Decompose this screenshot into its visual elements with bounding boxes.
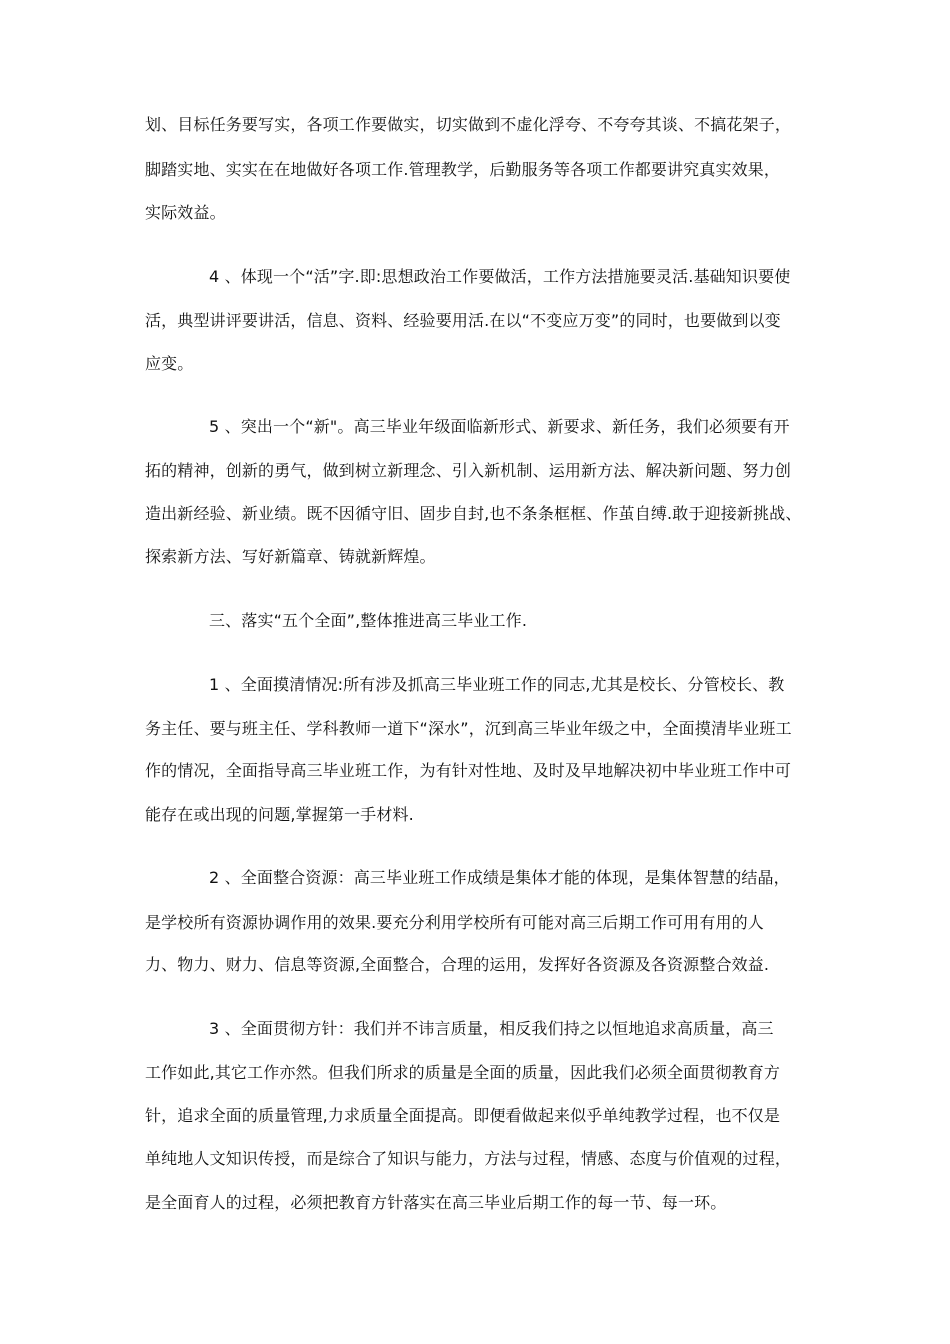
- text-line: 应变。: [145, 354, 194, 373]
- text-line: 能存在或出现的问题,掌握第一手材料.: [145, 805, 414, 824]
- text-line: 实际效益。: [145, 203, 226, 222]
- paragraph-5-heading-line: 5 、突出一个“新"。高三毕业年级面临新形式、新要求、新任务，我们必须要有开: [209, 417, 790, 436]
- text-line: 拓的精神，创新的勇气，做到树立新理念、引入新机制、运用新方法、解决新问题、努力创: [145, 461, 792, 480]
- text-line: 是全面育人的过程，必须把教育方针落实在高三毕业后期工作的每一节、每一环。: [145, 1193, 727, 1212]
- text-line: 造出新经验、新业绩。既不因循守旧、固步自封,也不条条框框、作茧自缚.敢于迎接新挑战、: [145, 504, 802, 523]
- text-line: 是学校所有资源协调作用的效果.要充分利用学校所有可能对高三后期工作可用有用的人: [145, 913, 764, 932]
- text-line: 活，典型讲评要讲活，信息、资料、经验要用活.在以“不变应万变”的同时，也要做到以变: [145, 311, 781, 330]
- text-line: 划、目标任务要写实，各项工作要做实，切实做到不虚化浮夸、不夸夸其谈、不搞花架子，: [145, 115, 792, 134]
- text-line: 力、物力、财力、信息等资源,全面整合，合理的运用，发挥好各资源及各资源整合效益.: [145, 955, 770, 974]
- text-line: 工作如此,其它工作亦然。但我们所求的质量是全面的质量，因此我们必须全面贯彻教育方: [145, 1063, 781, 1082]
- item-2-heading-line: 2 、全面整合资源：高三毕业班工作成绩是集体才能的体现，是集体智慧的结晶，: [209, 868, 790, 887]
- paragraph-4-heading-line: 4 、体现一个“活”字.即:思想政治工作要做活，工作方法措施要灵活.基础知识要使: [209, 267, 791, 286]
- section-heading: 三、落实“五个全面”,整体推进高三毕业工作.: [209, 611, 528, 630]
- text-line: 针，追求全面的质量管理,力求质量全面提高。即便看做起来似乎单纯教学过程，也不仅是: [145, 1106, 781, 1125]
- text-line: 务主任、要与班主任、学科教师一道下“深水”，沉到高三毕业年级之中，全面摸清毕业班工: [145, 719, 792, 738]
- text-line: 脚踏实地、实实在在地做好各项工作.管理教学，后勤服务等各项工作都要讲究真实效果，: [145, 160, 781, 179]
- text-line: 探索新方法、写好新篇章、铸就新辉煌。: [145, 547, 436, 566]
- text-line: 单纯地人文知识传授，而是综合了知识与能力，方法与过程，情感、态度与价值观的过程，: [145, 1149, 792, 1168]
- item-1-heading-line: 1 、全面摸清情况:所有涉及抓高三毕业班工作的同志,尤其是校长、分管校长、教: [209, 675, 785, 694]
- text-line: 作的情况，全面指导高三毕业班工作，为有针对性地、及时及早地解决初中毕业班工作中可: [145, 761, 792, 780]
- item-3-heading-line: 3 、全面贯彻方针：我们并不讳言质量，相反我们持之以恒地追求高质量，高三: [209, 1019, 774, 1038]
